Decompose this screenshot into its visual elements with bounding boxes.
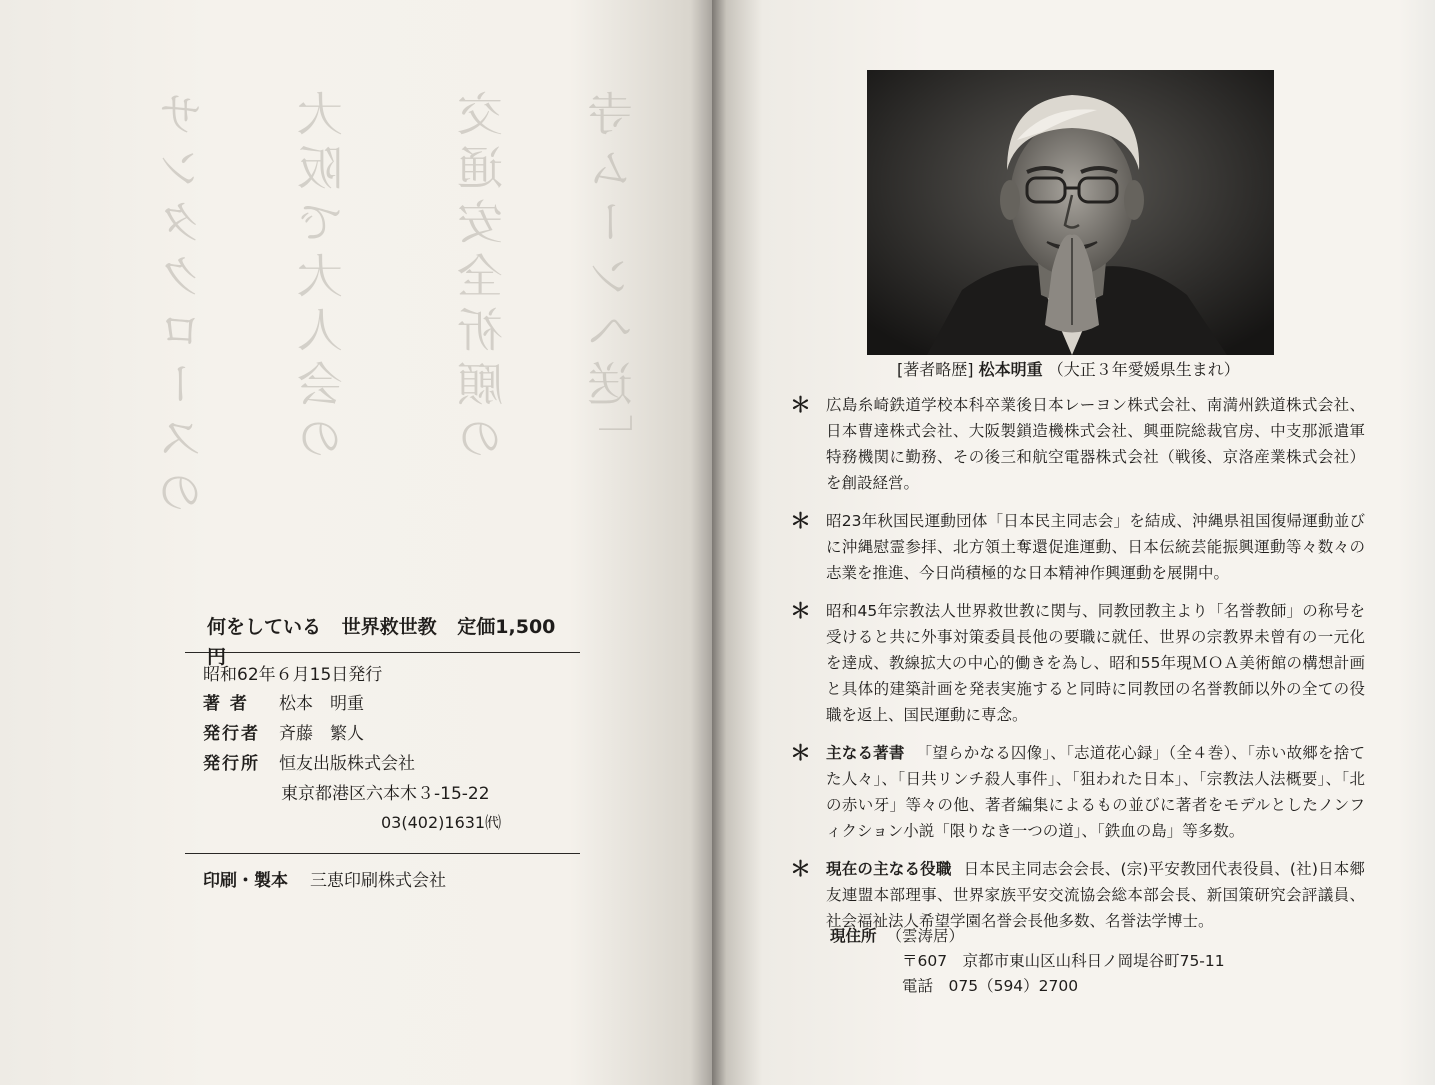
bio-text: 昭和45年宗教法人世界救世教に関与、同教団教主より「名誉教師」の称号を受けると共に外事対策委員長他の要職に就任、世界の宗教界未曾有の一元化を達成、教線拡大の中心的働きを為し、昭和55年現ＭＯＡ美術館の構想計画と具体的建築計画を発表実施すると同時に同教団の名誉教師以外の全ての役職を返上、国民運動に専念。	[826, 602, 1365, 724]
publish-date: 昭和62年６月15日発行	[203, 665, 383, 685]
bleed-through-line: 大阪で大人会の	[296, 90, 350, 468]
author-biography	[790, 392, 1365, 946]
residence-phone: 電話 075（594）2700	[902, 977, 1079, 995]
author-label: 著 者	[203, 694, 249, 714]
publisher-person-name: 斉藤 繁人	[279, 724, 364, 744]
bleed-through-text	[60, 90, 660, 650]
bio-item	[790, 740, 1365, 844]
bleed-through-line: サンタクロースの	[156, 90, 210, 522]
caption-label: [著者略歴]	[897, 360, 974, 379]
colophon	[185, 612, 580, 896]
bio-text: 昭23年秋国民運動団体「日本民主同志会」を結成、沖縄県祖国復帰運動並びに沖縄慰霊参拝、北方領土奪還促進運動、日本伝統芸能振興運動等々数々の志業を推進、今日尚積極的な日本精神作興運動を展開中。	[826, 512, 1365, 582]
book-price: 定価1,500円	[207, 616, 556, 668]
bio-heading: 主なる著書	[826, 744, 905, 762]
author-portrait-image	[867, 70, 1274, 355]
printer-name: 三恵印刷株式会社	[310, 871, 446, 891]
publisher-label: 発行所	[203, 754, 260, 774]
bio-item	[790, 856, 1365, 934]
publisher-person-row	[185, 719, 580, 749]
residence	[830, 924, 1225, 999]
caption-birth: （大正３年愛媛県生まれ）	[1047, 360, 1240, 379]
residence-address: 〒607 京都市東山区山科日ノ岡堤谷町75-11	[902, 952, 1225, 970]
residence-label: 現住所	[830, 927, 877, 945]
author-photo	[867, 70, 1274, 355]
author-caption	[897, 358, 1240, 382]
publisher-address: 東京都港区六本木３-15-22	[281, 784, 490, 804]
caption-author-name: 松本明重	[978, 360, 1043, 379]
publisher-row	[185, 749, 580, 779]
asterisk-icon: ＊	[790, 741, 811, 765]
divider	[185, 652, 580, 653]
bio-text: 広島糸崎鉄道学校本科卒業後日本レーヨン株式会社、南満州鉄道株式会社、日本曹達株式会社、大阪製鎖造機株式会社、興亜院総裁官房、中支那派遣軍特務機関に勤務、その後三和航空電器株式会社（戦後、京洛産業株式会社）を創設経営。	[826, 396, 1365, 492]
bleed-through-line: 交通安全祈願の	[456, 90, 510, 468]
printer-row	[185, 866, 580, 896]
bleed-through-title: 寺ムーンへ送」	[586, 90, 640, 468]
asterisk-icon: ＊	[790, 393, 811, 417]
bio-item	[790, 598, 1365, 728]
residence-name: （雲涛居）	[886, 927, 965, 945]
publisher-phone: 03(402)1631㈹	[381, 813, 502, 832]
asterisk-icon: ＊	[790, 857, 811, 881]
bio-text: 日本民主同志会会長、(宗)平安教団代表役員、(社)日本郷友連盟本部理事、世界家族平安交流協会総本部会長、新国策研究会評議員、社会福祉法人希望学園名誉会長他多数、名誉法学博士。	[826, 860, 1365, 930]
book-title: 何をしている	[207, 616, 322, 638]
left-page	[0, 0, 712, 1085]
asterisk-icon: ＊	[790, 599, 811, 623]
author-row	[185, 689, 580, 719]
book-subtitle: 世界救世教	[341, 616, 437, 638]
colophon-title-line	[185, 612, 580, 668]
publisher-person-label: 発行者	[203, 724, 260, 744]
bio-heading: 現在の主なる役職	[826, 860, 952, 878]
bio-item	[790, 508, 1365, 586]
divider	[185, 853, 580, 854]
asterisk-icon: ＊	[790, 509, 811, 533]
bio-text: 「望らかなる囚像」、「志道花心録」（全４巻）、「赤い故郷を捨てた人々」、「日共リンチ殺人事件」、「狙われた日本」、「宗教法人法概要」、「北の赤い牙」等々の他、著者編集によるもの並びに著者をモデルとしたノンフィクション小説「限りなき一つの道」、「鉄血の島」等多数。	[826, 744, 1365, 840]
author-name: 松本 明重	[279, 694, 364, 714]
bio-item	[790, 392, 1365, 496]
publisher-name: 恒友出版株式会社	[279, 754, 415, 774]
printer-label: 印刷・製本	[203, 871, 288, 891]
